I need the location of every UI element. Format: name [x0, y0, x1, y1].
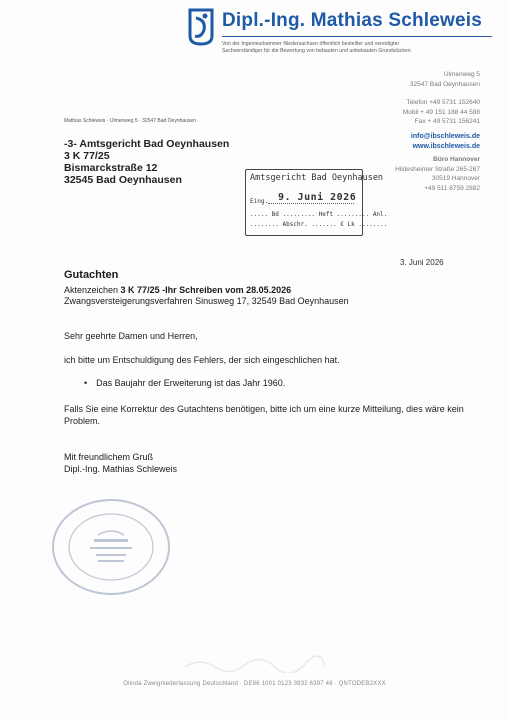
- reference-prefix: Aktenzeichen: [64, 285, 121, 295]
- bullet-item: • Das Baujahr der Erweiterung ist das Jahr 1960.: [84, 378, 285, 388]
- faint-signature-mark-icon: [180, 655, 330, 673]
- reference-number: 3 K 77/25 -Ihr Schreiben vom 28.05.2026: [120, 285, 292, 295]
- office-email-link[interactable]: info@ibschleweis.de: [410, 133, 480, 140]
- letter-subject: Gutachten: [64, 269, 119, 281]
- stamp-row-2: ..... Bd ......... Heft ......... Anl.: [250, 211, 388, 218]
- paragraph-correction: Falls Sie eine Korrektur des Gutachtens benötigen, bitte ich um eine kurze Mitteilung, dies wäre kein Problem.: [64, 404, 464, 426]
- sender-return-line: Mathias Schleweis · Ulmenweg 5 · 32547 Bad Oeynhausen: [64, 118, 197, 124]
- stamp-row-3: ........ Abschr. ....... € Lk ........: [250, 221, 388, 228]
- stamp-court: Amtsgericht Bad Oeynhausen: [250, 173, 384, 183]
- stamp-date: 9. Juni 2026: [278, 192, 357, 203]
- recipient-line-3: Bismarckstraße 12: [64, 162, 158, 174]
- paragraph-apology: ich bitte um Entschuldigung des Fehlers, der sich eingeschlichen hat.: [64, 355, 340, 365]
- footer-bank-details: Olinda Zweigniederlassung Deutschland · DE96 1001 0123 3932 6397 46 · QNTODEB2XXX: [123, 681, 386, 687]
- office-address: [360, 70, 480, 89]
- reference-line: [64, 285, 291, 295]
- stamp-date-line: [268, 203, 354, 204]
- firm-name: Dipl.-Ing. Mathias Schleweis: [222, 10, 483, 31]
- office-web-link[interactable]: www.ibschleweis.de: [412, 142, 480, 150]
- reference-procedure: Zwangsversteigerungsverfahren Sinusweg 17, 32549 Bad Oeynhausen: [64, 296, 349, 306]
- firm-logo-icon: [186, 6, 216, 46]
- recipient-line-4: 32545 Bad Oeynhausen: [64, 174, 182, 186]
- closing-block: [64, 451, 177, 475]
- header-rule: [222, 36, 492, 37]
- office-web-contacts: [360, 132, 480, 151]
- closing-greeting: Mit freundlichem Gruß: [64, 452, 154, 462]
- recipient-address: [64, 138, 229, 186]
- firm-tagline-line-2: Sachverständiger für die Bewertung von bebauten und unbebauten Grundstücken: [222, 48, 411, 54]
- salutation: Sehr geehrte Damen und Herren,: [64, 331, 198, 341]
- letter-date: 3. Juni 2026: [400, 258, 444, 267]
- office-city: 32547 Bad Oeynhausen: [409, 80, 480, 88]
- firm-tagline-line-1: Von der Ingenieurkammer Niedersachsen öffentlich bestellter und vereidigter: [222, 41, 400, 47]
- recipient-line-1: -3- Amtsgericht Bad Oeynhausen: [64, 138, 230, 150]
- recipient-line-2: 3 K 77/25: [64, 150, 110, 162]
- office-street: Ulmenweg 5: [443, 71, 480, 78]
- receipt-stamp: [245, 169, 388, 236]
- signature-name: Dipl.-Ing. Mathias Schleweis: [64, 464, 178, 474]
- branch-heading: Büro Hannover: [433, 156, 480, 163]
- office-phone: Telefon +49 5731 152640: [406, 99, 480, 106]
- official-seal-icon: [50, 497, 172, 597]
- stamp-eing-label: Eing.: [250, 198, 269, 205]
- office-fax: Fax + 49 5731 156241: [414, 118, 480, 125]
- branch-phone: +49 511 8759 2882: [424, 184, 480, 192]
- firm-tagline: [222, 41, 492, 55]
- branch-street: Hildesheimer Straße 265-267: [395, 165, 480, 173]
- office-phones: [360, 98, 480, 127]
- office-mobile: Mobil + 49 151 188 44 588: [402, 108, 480, 116]
- branch-city: 30519 Hannover: [431, 175, 480, 182]
